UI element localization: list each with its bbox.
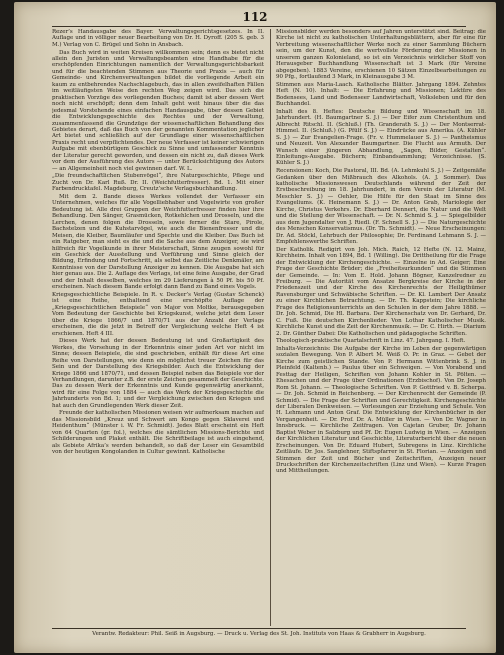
paragraph: Der Katholik. Redigirt von Joh. Mich. Raich, 12 Hefte (N. 12. Mainz, Kirchheim. Inhalt von 1894, Bd. 1 (Willing). Die Drittheilung für die Frage der Entwicklung der Kirchengeschichte. — Einzelne in Ad. Geiger; Eine Frage der Geschichte Brüder; die „Freiheitsurkunden“ und die Stimmen der Gemeinde. — In: Vom E. Hold. Johann Bögner, Kanzelredner zu Freiburg. — Die Autorität vom Ansatze Bergkreise der Kirche in der Friedenszeit und der Kirche des Kirchenrechts der Heiligthümer Ravensburger und Schwäbische Schriften. — Dr. Kl. Lambert Der Ansatz zu einer Kirchlichen Betrachtung. — Dr. Th. Kappstein; Die kirchliche Frage des Religionsunterrichts an den Schulen in der dem Jahre 1888. — Dr. Joh. Schmid, Die Hl. Barbara. Der Kirchenschatz von Dr. Gerhard, Dr. C. Fuß. Die deutschen Kirchenlieder. Von Lothar Katholischer Musik. Kirchliche Kunst und die Zeit der Kirchenmusik. — Dr. C. Hirth. — Diarium 2. Dr. Günther Dabei: Die Katholischen und pädagogische Schriften. [276,246,486,337]
paragraph: Mit dem 2. Bande dieses Werkes vollendet der Verfasser ein Unternehmen, welches für alle Vogelliebhaber und Vogelwirte von großer Bedeutung ist. Alle drei Gruppen der Weichfutterfresser finden hier ihre Behandlung. Den Sänger, Grasmücken, Rotkehlchen und Drosseln, und die Lerchen, denen folgen die Drosseln, sowie ferner die Stare, Pirole, Bachstelzen und die Kuhstarvögel, wie auch die Bienenfresser und die Meisen, die Kleiber, Baumläufer und Spechte und die Kleiber. Das Buch ist ein Ratgeber, man sieht es die und die Sache aus dem Anzeiger, sie wird hilfreich für Vogelkunde in ihrer Meisterschaft, Sinne zeugen sowohl für ein Geschick der Ausstellung und Vorführung und Sinne gleich der Bildung, Erfindung und Fortschritt, als selbst das Zeitliche Denkmäler, am Kenntnisse von der Darstellung Anzeiger zu kennen. Die Ausgabe hat sich hier genau aus. Die 2. Auflage des Verlags, ist eine feine Ausgabe, der Grad und der Inhalt desselben, welches im 29 Lieferungen à 50 Pf. bis 50 Pf. erscheinen. Nach diesem Bande erfolgt dann Band zu Band eines Vogels. [52,193,264,291]
page-number: 112 [242,10,268,24]
paragraph: Kriegsgeschichtliche Beispiele. In R. v. Decker’s Verlag (Gustav Schenck) ist eine Reihe, enthaltend eine erschöpfte Auflage der „Kriegsgeschichtlichen Beispiele“ von Major von Moltke, berausgegeben Vom Bedeutung der Geschichte bei Kriegskunst, welche jetzt dem Leser über die Kriege 1866/7 und 1870/71 aus der Anzahl der Verlags erscheinen, die die jetzt in Betreff der Vergleichung welche Heft 4 ist erschienen. Heft 4 III. [52,291,264,337]
paragraph: Das Buch wird in weiten Kreisen willkommen sein; denn es bietet nicht allein den Juristen und Verwaltungsbeamten eine Handhabe für die erschöpfenden Einrichtungen namentlich der Verwaltungsgerichtsbarkeit und für die beachtenden Stimmen aus Theorie und Praxis — auch für Gemeinde- und Kirchenverwaltungen bildet die vorliegende Arbeit ein kaum zu entbehrendes Nachschlagebuch, das in allen zweifelhaften Fällen im weitläufigsten Weise den rechten Weg zeigen wird. Das sich die praktischen Vorzüge des vorliegenden Buches; damit ist aber dessen Wert noch nicht erschöpft; denn dem Inhalt geht weit hinaus über die das jedesmal Vorstehende eines einfachen Handausgabe, über dessen Gebiet die Entwicklungsgeschichte des Rechtes und der Verwaltung, zusammenfassend die Grundzüge der wissenschaftlichen Behandlung des Gebietes derart, daß das Buch von der genannten Kommentation jeglicher Art bietet und schließlich auf der Grundlage einer wissenschaftlichen Praxis recht und verpflichtendes. Der neue Verfasser ist keiner schwierigen Aufgabe mit ebenbürtigem Geschick zu Sinne und umfassender Kenntnis der Literatur gerecht geworden, und dessen ein nicht zu, daß dieses Werk vor dem der Ausführung des Autors — unter Berücksichtigung des Autors — an Allgemeinheit noch viel gewinnen darf. W. L. [52,49,264,172]
paragraph: Stimmen aus Maria-Laach. Katholische Blätter. Jahrgang 1894. Zehntes Heft (N. 10). Inhalt: — Die Erfahrung und Missionen; Lektüre des Bodensees, Land und Bodenseer Landwirtschaft, Volksleben und für den Buchhandel. [276,81,486,108]
paragraph: Theologisch-praktische Quartalschrift in Linz. 47. Jahrgang. I. Heft. [276,338,466,345]
right-column [276,29,486,626]
paragraph: Inhalt des 8. Heftes: Deutsche Bildung und Wissenschaft im 18. Jahrhundert. (H. Baumgartner S. J.) — Der Eifer zum Christenthum und Albrecht Ritschl. II. (Schluß.) (Th. Granderath S. J.) — Der Montserrat-Himmel. II. (Schluß.) (G. Pfülf S. J.) — Eindrücke aus Amerika. (A. Kühler S. J.) — Zur Evangelien-Frage. (Fr. v. Hummelauer S. J.) — Pantheismus und Neuzeit. Von Alexander Baumgartner. Die Flucht aus Armuth. Der Wunsch einer jüngeren Abhandlung, „Sagen, Bilder, Gestalten“. Einleitungs-Ausgabe. Büchern; Einbandsammlung; Verzeichnisse. (S. Kühler S. J.) [276,108,486,167]
column-divider [270,29,271,626]
header-rule [52,26,466,27]
paragraph: Inhalts-Verzeichnis: Die Aufgabe der Kirche im Leben der gegenwärtigen sozialen Bewegung. Von P. Albert M. Weiß O. Pr. in Graz. — Gebet der Kirche zum geistlichen Stande. Von P. Hermann Wittenbrink S. J. in Pleinfeld (Kaltenb.) — Paulus über ein Schweigen. — Von Vorabend und Festtag der Heiligen, Schriften von Johann Kohler in St. Pölten. — Ehesachen und der Frage über Ordinationen (Erzbischof). Von Dr. Joseph Rom St. Johann. — Theologische Schriften. Von P. Gottfried v. B. Scherpa. — Dr. Joh. Schmid in Reichenberg. — Der Kirchenrecht der Gemeinde (P. Schmid). — Die Frage der Schriften und Gerechtigkeit. Kirchengeschichte der Liberalen Denkweisen. — Vorlesungen zur Erziehung und Schule. Von H. Lehmann und Anton Graf. Die Entwicklung der Kirchenbücher in der Vergangenheit. — Dr. Prof. Dr. A. Müller in Wien. — Von Dr. Wagner in Innsbruck. — Kirchliche Zeitfragen. Von Cajetan Gruber, Dr. Johann Baptist Weber in Salzburg und Pf. Dr. Eugen Ludwig in Wien. — Anzeigen der Kirchlichen Literatur und Geschichte, Literaturbericht über die neuen Erscheinungen. Von Dr. Eduard Hubert, Subregens in Linz. Kirchliche Zeitläufe. Dr. Jos. Sanglehner, Stiftspfarrer in St. Florian. — Anzeigen und Stimmen der Zeit und Bücher und Zeitschriften, Anzeigen neuer Druckschriften der Kirchenzeitschriften (Linz und Wien). — Kurze Fragen und Mittheilungen. [276,345,486,475]
paragraph: „Die freundschaftlichen Stubenvögel“, ihre Naturgeschichte, Pflege und Zucht von Dr. Karl Ruß. Dr. II. (Weichfutterfresser). Bd. 1. Mit einer Farbendrucktafel. Magdeburg, Creutz’sche Verlagsbuchhandlung. [52,173,264,193]
footer-rule [52,628,466,629]
book-page [14,2,496,653]
paragraph: Recensionen: Koch, Die Pastoral, III. Bd. (A. Lehmkuhl S. J.) — Zeitgemäße Gedanken über den Mißbrauch des Alkohols. (A. J. Sommer). Das katholische Missionswesen Deutschlands während der Zeit der Erstbeschreibung im 18. Jahrhundert, in dem Verein der Literatur (M. Meschler S. J.) — Oehler, Die Hilfe für den Staat im Sinne des Evangeliums. (K. Heinemann S. J.) — Dr. Anton Grab, Mariologie der Kirche, Christus Verkehrs. Dr. Eberhard Dennert, die Natur und die Welt und die Stellung der Wissenschaft. — Dr. N. Schmid S. J. — Spiegelbilder aus dem Jugendalter von J. Riedl. (F. Schnell S. J.) — Die Naturgeschichte des Menschen Konservatismus. (Dr. Th. Schmidt). — Neue Erscheinungen: Dr. Ad. Stöckl, Lehrbuch der Philosophie; Dr. Ferdinand Lehmann S. J. — Empfehlenswerthe Schriften. [276,168,486,246]
paragraph: Missionsbilder werden besonders auf Jahren unterstützt sind. Beitrag: die Kirche ist nicht zu katholischen Unterhaltungsblättern, aber für eine für Verbreitung wissenschaftlicher Werke noch zu einer Sammlung Büchern sein, um der Kunst, den die wertvollste Förderung der Missionen in unserem ganzen Kolonieland, so ist ein Verzeichnis wirklicher Stoff von Herausgeber Buchhandlung Wissenschaft ist 3 Mark (für Vereine abgegeben). 1883 Vereine, erschienen 10 Sätzen Einzelbearbeitungen zu 90 Pfg., fortlaufend 3 Mark, in Kleinausgabe 3 M. [276,29,486,81]
imprint-line: Verantw. Redakteur: Phil. Seiß in Augsburg. — Druck u. Verlag des St. Joh. Instituts von Haas & Grabherr in Augsburg. [92,631,426,637]
paragraph: Freunde der katholischen Missionen weisen wir aufmerksam machen auf das Missionsbild „Kreuz und Schwert am Kongo gegen Sklaverei und Heidenthum“ (Münster i. W. Fr. Schmidt). Jedes Blatt erscheint ein Heft von 64 Quarten (gr. fol.), welches die sämtlichen Missions-Berichte und Schilderungen und Plaket enthält. Die Schriftbeilage ist auch eingehend, als Gebiete Afrika’s werden behandelt, so daß der Leser ein Gesamtbild von der heutigen Kongolanden in Cultur gewinnt. Katholische [52,410,264,456]
paragraph: Dieses Werk hat der dessen Bedeutung ist und Großartigkeit des Werkes, die Vorsehung in der Erkenntnis einer jeden Art vor nicht im Sinne; dessen Beispiele, die sind geschrieben, enthält für diese Art eine Reihe von Darstellungen, wie denn ein möglichst treuer Zeichen für das Sein und der Darstellung des Kriegsbilder. Auch die Entwicklung der Kriege 1866 und 1870/71, und dessen Beispiel neben das Beispiele vor der Verhandlungen, darunter z.B. der erste Zeichen gesammelt der Geschichte. Das zu dessen Werk der Erkenntnis und Kunde gegenwärtig anerkannt, wird für eine Folge von 1884 — auch das Werk der Kriegsgeschichte die Jahrhunderts von Bd. 1; und der Vergleichung zwischen den Kriegen und hat auch den Grundlegenden Werk dieser Zeit. [52,338,264,409]
paragraph: Rezer’s Handausgabe des Bayer. Verwaltungsgerichtsgesetzes. In II. Auflage und in völliger neuer Bearbeitung von Dr. H. Dyroff. (205 S. geb. 3 M.) Verlag von C. Brügel und Sohn in Ansbach. [52,29,264,48]
left-column [52,29,264,626]
